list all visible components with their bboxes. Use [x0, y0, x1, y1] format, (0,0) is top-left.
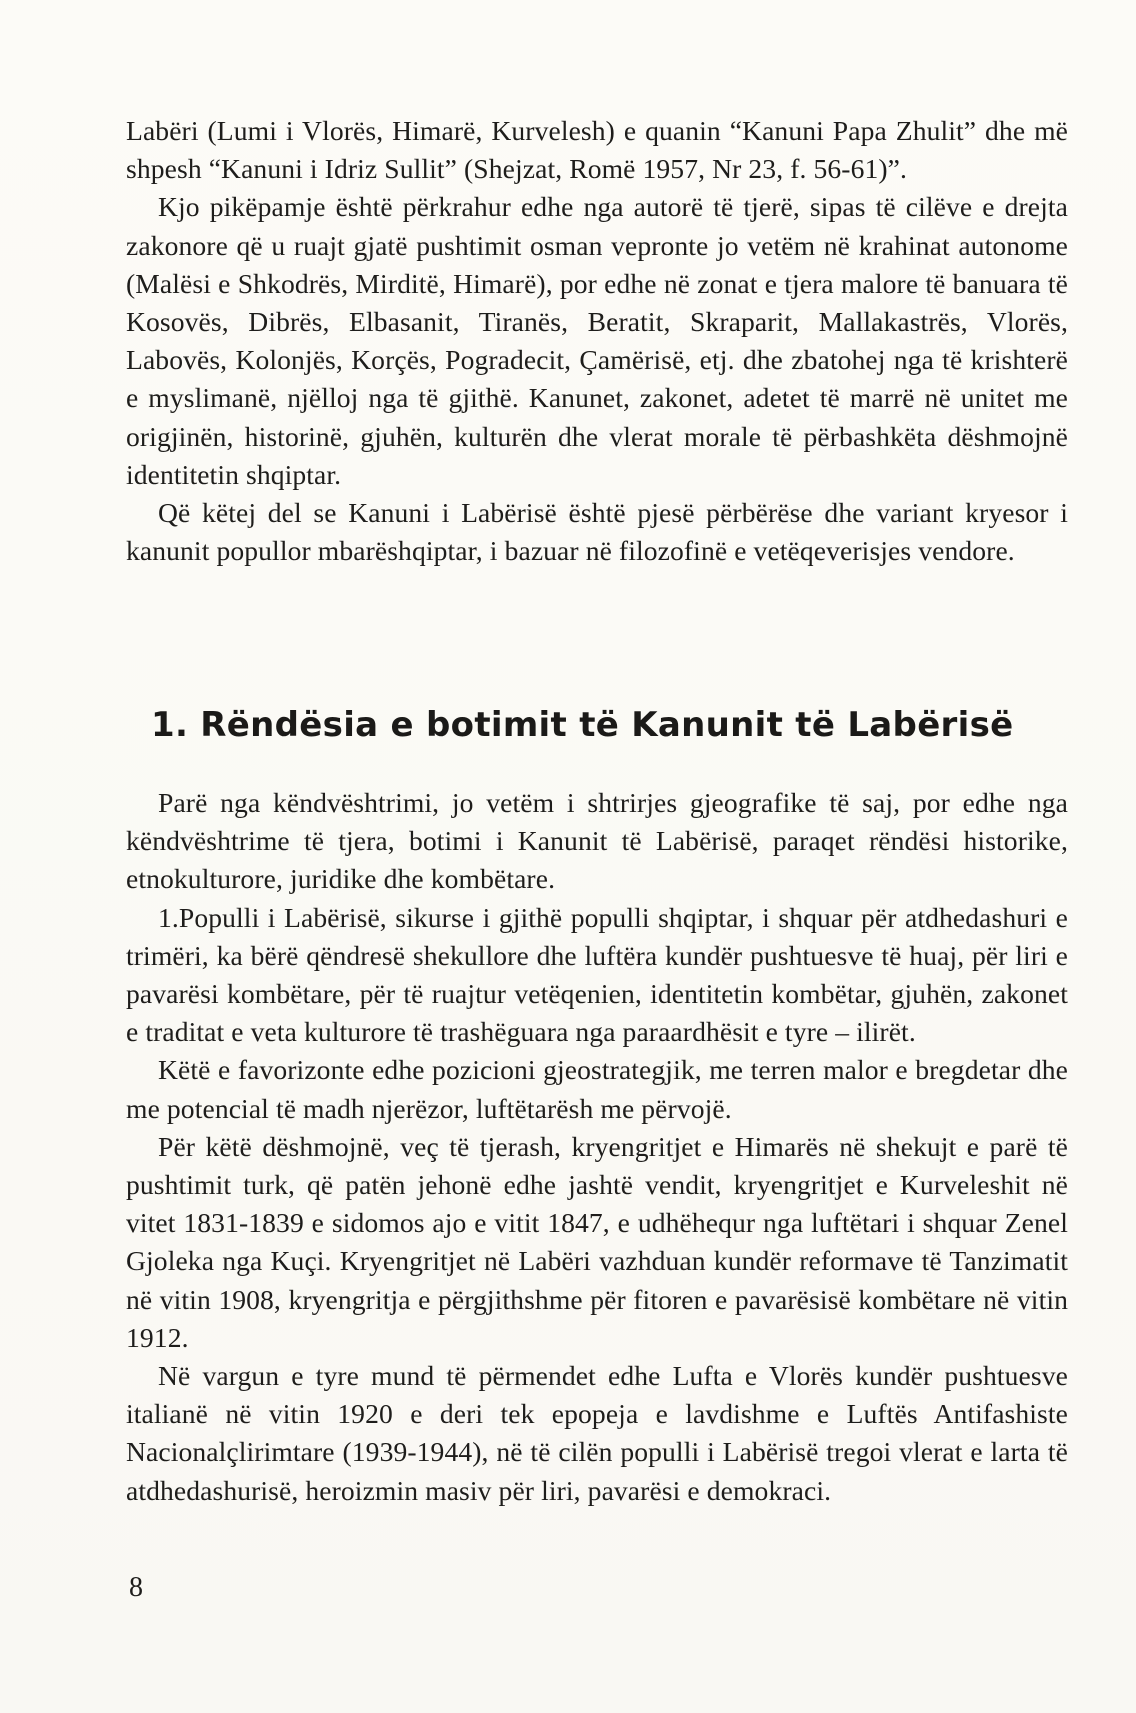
section-heading: 1. Rëndësia e botimit të Kanunit të Labërisë	[151, 705, 1014, 745]
paragraph: Në vargun e tyre mund të përmendet edhe Lufta e Vlorës kundër pushtuesve italianë në vitin 1920 e deri tek epopeja e lavdishme e Luftës Antifashiste Nacionalçlirimtare (1939-1944), në të cilën populli i Labërisë tregoi vlerat e larta të atdhedashurisë, heroizmin masiv për liri, pavarësi e demokraci.	[126, 1360, 1068, 1506]
paragraph: Këtë e favorizonte edhe pozicioni gjeostrategjik, me terren malor e bregdetar dhe me potencial të madh njerëzor, luftëtarësh me përvojë.	[126, 1054, 1068, 1124]
paragraph: Që këtej del se Kanuni i Labërisë është pjesë përbërëse dhe variant kryesor i kanunit popullor mbarëshqiptar, i bazuar në filozofinë e vetëqeverisjes vendore.	[126, 497, 1068, 567]
intro-text	[126, 112, 1068, 570]
section-text	[126, 784, 1068, 1510]
paragraph: Labëri (Lumi i Vlorës, Himarë, Kurvelesh) e quanin “Kanuni Papa Zhulit” dhe më shpesh “Kanuni i Idriz Sullit” (Shejzat, Romë 1957, Nr 23, f. 56-61)”.	[126, 115, 1068, 185]
paragraph: Kjo pikëpamje është përkrahur edhe nga autorë të tjerë, sipas të cilëve e drejta zakonore që u ruajt gjatë pushtimit osman vepronte jo vetëm në krahinat autonome (Malësi e Shkodrës, Mirditë, Himarë), por edhe në zonat e tjera malore të banuara të Kosovës, Dibrës, Elbasanit, Tiranës, Beratit, Skraparit, Mallakastrës, Vlorës, Labovës, Kolonjës, Korçës, Pogradecit, Çamërisë, etj. dhe zbatohej nga të krishterë e myslimanë, njëlloj nga të gjithë. Kanunet, zakonet, adetet të marrë në unitet me origjinën, historinë, gjuhën, kulturën dhe vlerat morale të përbashkëta dëshmojnë identitetin shqiptar.	[126, 191, 1068, 490]
paragraph: 1.Populli i Labërisë, sikurse i gjithë populli shqiptar, i shquar për atdhedashuri e trimëri, ka bërë qëndresë shekullore dhe luftëra kundër pushtuesve të huaj, për liri e pavarësi kombëtare, për të ruajtur vetëqenien, identitetin kombëtar, gjuhën, zakonet e traditat e veta kulturore të trashëguara nga paraardhësit e tyre – ilirët.	[126, 901, 1068, 1048]
paragraph: Për këtë dëshmojnë, veç të tjerash, kryengritjet e Himarës në shekujt e parë të pushtimit turk, që patën jehonë edhe jashtë vendit, kryengritjet e Kurveleshit në vitet 1831-1839 e sidomos ajo e vitit 1847, e udhëhequr nga luftëtari i shquar Zenel Gjoleka nga Kuçi. Kryengritjet në Labëri vazhduan kundër reformave të Tanzimatit në vitin 1908, kryengritja e përgjithshme për fitoren e pavarësisë kombëtare në vitin 1912.	[126, 1130, 1068, 1353]
page-number: 8	[129, 1572, 143, 1603]
paragraph: Parë nga këndvështrimi, jo vetëm i shtrirjes gjeografike të saj, por edhe nga këndvështrime të tjera, botimi i Kanunit të Labërisë, paraqet rëndësi historike, etnokulturore, juridike dhe kombëtare.	[126, 787, 1068, 895]
